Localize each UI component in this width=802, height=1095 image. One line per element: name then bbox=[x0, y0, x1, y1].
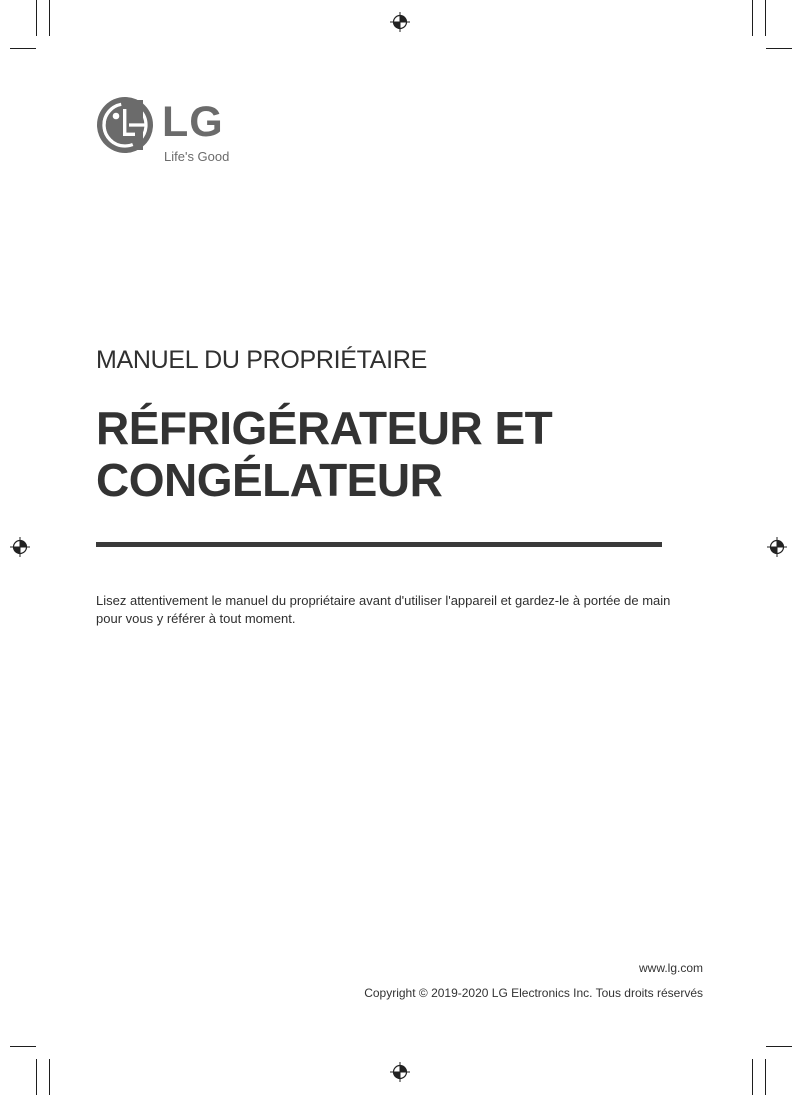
crop-mark-bottom-right-vertical bbox=[752, 1059, 753, 1095]
crop-mark-bottom-left-vertical-2 bbox=[49, 1059, 50, 1095]
crop-mark-bottom-right-vertical-2 bbox=[765, 1059, 766, 1095]
product-title-line-2: CONGÉLATEUR bbox=[96, 454, 443, 506]
crop-mark-top-left-horizontal bbox=[10, 48, 36, 49]
registration-mark-icon bbox=[767, 537, 787, 557]
registration-mark-icon bbox=[390, 1062, 410, 1082]
crop-mark-bottom-left-vertical bbox=[36, 1059, 37, 1095]
instruction-text bbox=[96, 592, 716, 628]
product-title-line-1: RÉFRIGÉRATEUR ET bbox=[96, 402, 553, 454]
crop-mark-bottom-left-horizontal bbox=[10, 1046, 36, 1047]
instruction-line-1: Lisez attentivement le manuel du propriétaire avant d'utiliser l'appareil et gardez-le à portée de main bbox=[96, 593, 671, 608]
crop-mark-top-left-vertical-2 bbox=[49, 0, 50, 36]
crop-mark-top-right-vertical bbox=[752, 0, 753, 36]
crop-mark-top-left-vertical bbox=[36, 0, 37, 36]
crop-mark-top-right-vertical-2 bbox=[765, 0, 766, 36]
registration-mark-icon bbox=[10, 537, 30, 557]
brand-name: LG bbox=[162, 98, 224, 146]
crop-mark-bottom-right-horizontal bbox=[766, 1046, 792, 1047]
registration-mark-icon bbox=[390, 12, 410, 32]
lg-logo bbox=[96, 96, 241, 166]
instruction-line-2: pour vous y référer à tout moment. bbox=[96, 611, 296, 626]
crop-mark-top-right-horizontal bbox=[766, 48, 792, 49]
brand-tagline: Life's Good bbox=[164, 149, 230, 164]
product-title bbox=[96, 402, 716, 506]
lg-face-logo-icon bbox=[96, 96, 154, 154]
manual-title: MANUEL DU PROPRIÉTAIRE bbox=[96, 346, 427, 374]
copyright-notice: Copyright © 2019-2020 LG Electronics Inc. Tous droits réservés bbox=[364, 986, 703, 1000]
title-divider bbox=[96, 542, 662, 547]
website-link[interactable]: www.lg.com bbox=[638, 961, 703, 975]
